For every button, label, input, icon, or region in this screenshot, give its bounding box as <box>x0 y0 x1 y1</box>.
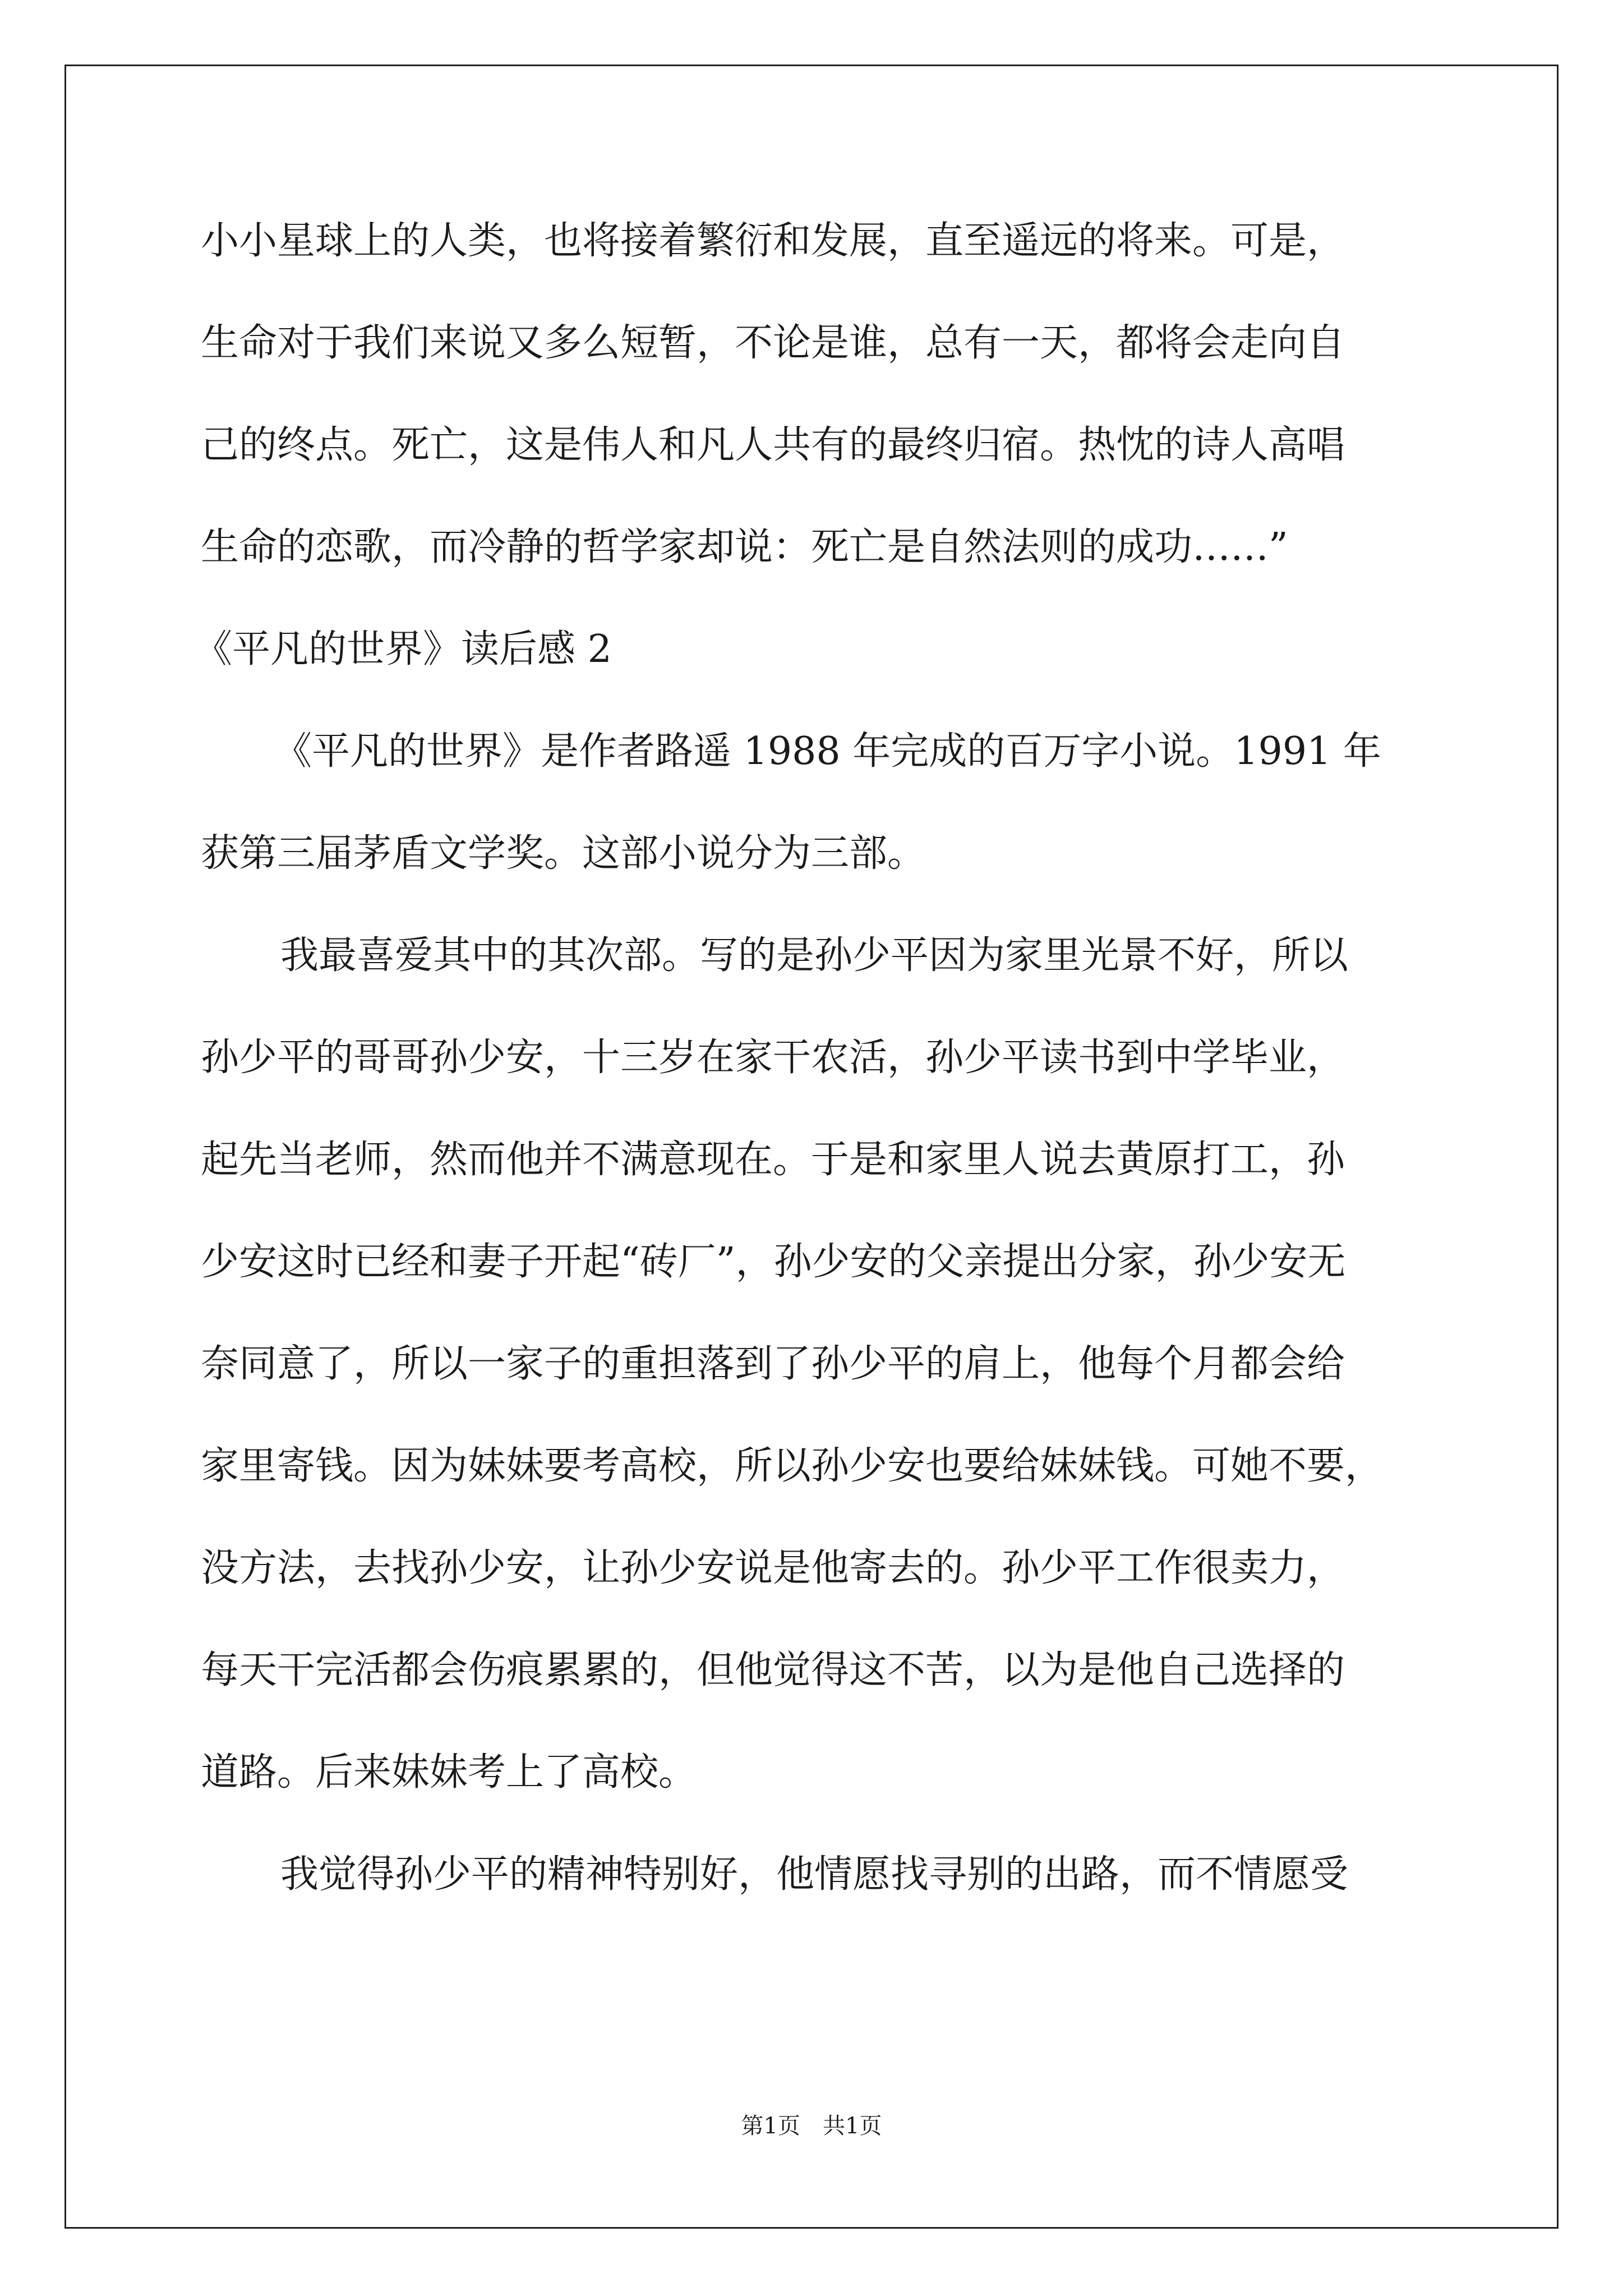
text-line: 孙少平的哥哥孙少安，十三岁在家干农活，孙少平读书到中学毕业， <box>201 1036 1345 1080</box>
text-line: 获第三届茅盾文学奖。这部小说分为三部。 <box>201 831 926 876</box>
text-line: 没方法，去找孙少安，让孙少安说是他寄去的。孙少平工作很卖力， <box>201 1546 1345 1590</box>
paragraph-start: 我觉得孙少平的精神特别好，他情愿找寻别的出路，而不情愿受 <box>280 1852 1349 1897</box>
paragraph-start: 《平凡的世界》是作者路遥 1988 年完成的百万字小说。1991 年 <box>274 729 1381 774</box>
text-line: 起先当老师，然而他并不满意现在。于是和家里人说去黄原打工，孙 <box>201 1138 1345 1182</box>
text-line: 少安这时已经和妻子开起“砖厂”，孙少安的父亲提出分家，孙少安无 <box>201 1240 1346 1284</box>
text-line: 生命对于我们来说又多么短暂，不论是谁，总有一天，都将会走向自 <box>201 321 1345 365</box>
text-line: 生命的恋歌，而冷静的哲学家却说：死亡是自然法则的成功……” <box>201 525 1288 569</box>
text-line: 己的终点。死亡，这是伟人和凡人共有的最终归宿。热忱的诗人高唱 <box>201 423 1345 467</box>
paragraph-start: 我最喜爱其中的其次部。写的是孙少平因为家里光景不好，所以 <box>280 933 1349 978</box>
text-line: 家里寄钱。因为妹妹要考高校，所以孙少安也要给妹妹钱。可她不要， <box>201 1444 1384 1488</box>
text-line: 道路。后来妹妹考上了高校。 <box>201 1750 697 1795</box>
text-line: 每天干完活都会伤痕累累的，但他觉得这不苦，以为是他自己选择的 <box>201 1648 1345 1692</box>
text-line: 小小星球上的人类，也将接着繁衍和发展，直至遥远的将来。可是， <box>201 219 1345 263</box>
section-heading: 《平凡的世界》读后感 2 <box>194 627 612 671</box>
text-line: 奈同意了，所以一家子的重担落到了孙少平的肩上，他每个月都会给 <box>201 1342 1345 1386</box>
page-footer: 第1页 共1页 <box>741 2113 882 2139</box>
